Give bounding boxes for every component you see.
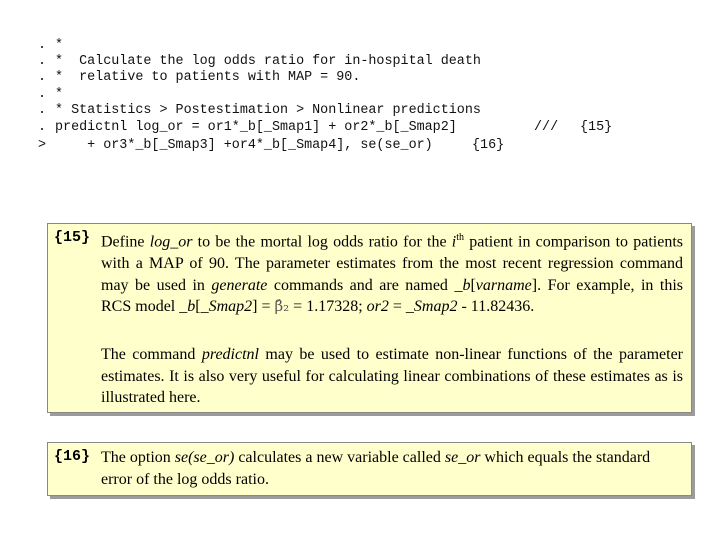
code-prompt: . — [38, 54, 47, 69]
code-marker-16: {16} — [472, 138, 505, 153]
code-prompt: > — [38, 138, 47, 153]
note-label-15: {15} — [54, 229, 91, 246]
code-marker-15: {15} — [580, 120, 613, 135]
code-prompt: . — [38, 87, 47, 102]
beta-hat-2-symbol: β̂₂ — [274, 297, 290, 316]
note-15-paragraph-2: The command predictnl may be used to estimate non-linear functions of the parameter estimates. It is also very useful for calculating linear combinations of these estimates as is illustrated here. — [101, 346, 684, 407]
code-prompt: . — [38, 70, 47, 85]
note-label-16: {16} — [54, 448, 91, 465]
code-prompt: . — [38, 120, 47, 135]
code-continuation: /// — [534, 120, 559, 135]
note-box-15 — [47, 223, 692, 413]
code-line: * Calculate the log odds ratio for in-hospital death — [55, 54, 481, 69]
code-line: * — [55, 87, 64, 102]
code-line: * — [55, 38, 64, 53]
code-line: * Statistics > Postestimation > Nonlinear predictions — [55, 103, 481, 118]
code-prompt: . — [38, 38, 47, 53]
note-15-paragraph-1: Define log_or to be the mortal log odds ratio for the $i^{th}$ patient in comparison to patients with a MAP of 90. The parameter estimates from the most recent regression command may be used in generate commands and are named _b[varname]. For example, in this RCS model _b[_Smap2] = β̂₂ = 1.17328; or2 = _Smap2 - 11.82436. — [101, 232, 684, 316]
code-line: predictnl log_or = or1*_b[_Smap1] + or2*_b[_Smap2] — [55, 120, 457, 135]
note-box-16 — [47, 442, 692, 496]
code-line: * relative to patients with MAP = 90. — [55, 70, 361, 85]
note-16-paragraph-1: The option se(se_or) calculates a new variable called se_or which equals the standard error of the log odds ratio. — [101, 449, 651, 488]
code-line: + or3*_b[_Smap3] +or4*_b[_Smap4], se(se_or) — [55, 138, 433, 153]
code-prompt: . — [38, 103, 47, 118]
